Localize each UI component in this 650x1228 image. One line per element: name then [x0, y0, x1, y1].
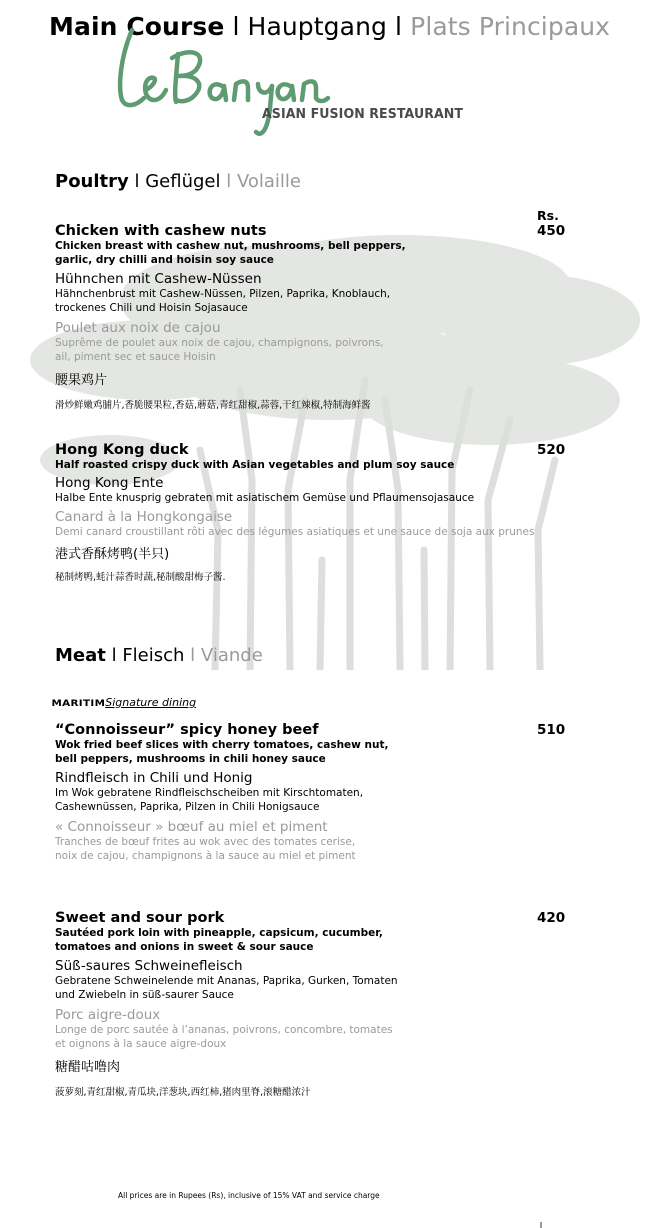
dish-description-german: Hähnchenbrust mit Cashew-Nüssen, Pilzen, Paprika, Knoblauch, trockenes Chili und Hoisin Sojasauce [55, 288, 391, 314]
dish-price: 510 [537, 722, 566, 738]
price-footnote: All prices are in Rupees (Rs), inclusive of 15% VAT and service charge [118, 1191, 380, 1200]
dish-connoisseur-beef [55, 722, 615, 863]
dish-price: 450 [537, 223, 566, 239]
section-german: Geflügel [145, 171, 221, 192]
dish-description-french: Suprême de poulet aux noix de cajou, champignons, poivrons, ail, piment sec et sauce Hoisin [55, 337, 384, 363]
dish-description-french: Longe de porc sautée à l’ananas, poivrons, concombre, tomates et oignons à la sauce aigre-doux [55, 1024, 393, 1050]
section-separator: l [105, 645, 123, 666]
dish-description-chinese: 秘制烤鸭,蚝汁蒜香时蔬,秘制酸甜梅子酱. [55, 571, 226, 583]
title-french: Plats Principaux [410, 12, 611, 41]
section-heading-poultry [55, 171, 301, 192]
dish-name-french: Poulet aux noix de cajou [55, 320, 221, 336]
dish-price: 520 [537, 442, 566, 458]
dish-description-english: Wok fried beef slices with cherry tomatoes, cashew nut, bell peppers, mushrooms in chili honey sauce [55, 739, 389, 765]
dish-name: Chicken with cashew nuts [55, 223, 267, 239]
dish-name-chinese: 港式香酥烤鸭(半只) [55, 546, 170, 562]
price-column-header: Rs. [537, 208, 559, 223]
section-french: Volaille [236, 171, 301, 192]
title-separator: l [387, 12, 411, 41]
dish-hong-kong-duck [55, 442, 615, 584]
title-english: Main Course [49, 12, 225, 41]
dish-description-chinese: 滑炒鲜嫩鸡脯片,香脆腰果粒,香菇,蘑菇,青红甜椒,蒜蓉,干红辣椒,特制海鲜酱 [55, 400, 371, 411]
dish-name-german: Hong Kong Ente [55, 474, 164, 491]
title-german: Hauptgang [247, 12, 387, 41]
dish-description-german: Gebratene Schweinelende mit Ananas, Paprika, Gurken, Tomaten und Zwiebeln in süß-saurer Sauce [55, 975, 398, 1001]
dish-name: Sweet and sour pork [55, 910, 225, 926]
section-english: Poultry [55, 171, 129, 192]
maritim-brand: MARITIM [51, 699, 106, 709]
dish-description-english: Chicken breast with cashew nut, mushrooms, bell peppers, garlic, dry chilli and hoisin soy sauce [55, 240, 406, 266]
dish-description-french: Tranches de bœuf frites au wok avec des tomates cerise, noix de cajou, champignons à la sauce au miel et piment [55, 836, 356, 862]
le-banyan-logo [112, 28, 352, 140]
section-english: Meat [55, 645, 106, 666]
dish-name-german: Rindfleisch in Chili und Honig [55, 770, 253, 786]
dish-description-german: Halbe Ente knusprig gebraten mit asiatischem Gemüse und Pflaumensojasauce [55, 491, 475, 504]
dish-description-english: Half roasted crispy duck with Asian vegetables and plum soy sauce [55, 459, 455, 471]
dish-description-chinese: 菠萝刻,青红甜椒,青瓜块,洋葱块,西红柿,猪肉里脊,滚糖醋浓汁 [55, 1087, 311, 1098]
dish-sweet-sour-pork [55, 910, 615, 1099]
signature-text: Signature dining [105, 696, 197, 709]
section-separator: l [220, 171, 237, 192]
dish-name-french: « Connoisseur » bœuf au miel et piment [55, 819, 328, 835]
dish-name: “Connoisseur” spicy honey beef [55, 722, 319, 738]
signature-dining-label [51, 696, 197, 709]
title-separator: l [224, 12, 248, 41]
section-german: Fleisch [122, 645, 185, 666]
dish-description-french: Demi canard croustillant rôti avec des légumes asiatiques et une sauce de soja aux prunes [55, 526, 535, 538]
dish-description-english: Sautéed pork loin with pineapple, capsicum, cucumber, tomatoes and onions in sweet & sour sauce [55, 927, 383, 953]
section-french: Viande [200, 645, 263, 666]
dish-price: 420 [537, 910, 566, 926]
dish-chicken-cashew [55, 223, 615, 412]
dish-name-chinese: 糖醋咕噜肉 [55, 1060, 121, 1075]
dish-description-german: Im Wok gebratene Rindfleischscheiben mit Kirschtomaten, Cashewnüssen, Paprika, Pilzen in Chili Honigsauce [55, 787, 364, 813]
page-mark [540, 1222, 542, 1228]
logo-tagline: ASIAN FUSION RESTAURANT [262, 106, 464, 122]
dish-name-german: Hühnchen mit Cashew-Nüssen [55, 271, 262, 287]
section-separator: l [184, 645, 201, 666]
section-separator: l [128, 171, 146, 192]
dish-name-german: Süß-saures Schweinefleisch [55, 958, 243, 974]
dish-name-chinese: 腰果鸡片 [55, 373, 108, 388]
section-heading-meat [55, 645, 263, 666]
dish-name-french: Canard à la Hongkongaise [55, 509, 233, 525]
dish-name-french: Porc aigre-doux [55, 1007, 161, 1023]
dish-name: Hong Kong duck [55, 442, 189, 458]
